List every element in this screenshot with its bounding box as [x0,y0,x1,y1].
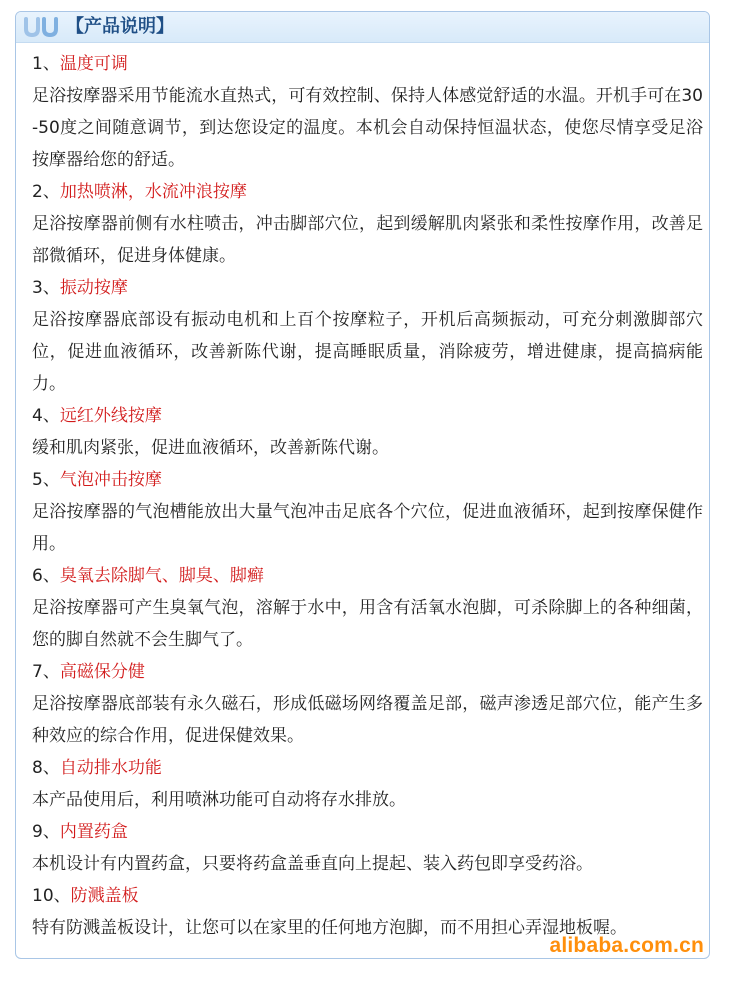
item-body: 足浴按摩器底部设有振动电机和上百个按摩粒子，开机后高频振动，可充分刺激脚部穴位，促进血液循环，改善新陈代谢，提高睡眠质量，消除疲劳，增进健康，提高搞病能力。 [32,310,703,394]
item-number: 7、 [32,662,60,682]
item-title: 高磁保分健 [59,662,145,682]
item-body: 本产品使用后，利用喷淋功能可自动将存水排放。 [32,790,406,810]
item-number: 2、 [32,182,60,202]
item-number: 3、 [32,278,60,298]
item-body: 足浴按摩器可产生臭氧气泡，溶解于水中，用含有活氧水泡脚，可杀除脚上的各种细菌，您的脚自然就不会生脚气了。 [32,598,703,650]
item-number: 10、 [32,886,71,906]
item-number: 5、 [32,470,60,490]
item-title: 气泡冲击按摩 [59,470,162,490]
item-heading [32,816,703,848]
item-number: 1、 [32,54,60,74]
item-number: 6、 [32,566,60,586]
item-body: 足浴按摩器采用节能流水直热式，可有效控制、保持人体感觉舒适的水温。开机手可在30-50度之间随意调节，到达您设定的温度。本机会自动保持恒温状态，使您尽情享受足浴按摩器给您的舒适。 [32,86,703,170]
item-heading [32,176,703,208]
item-body: 足浴按摩器底部装有永久磁石，形成低磁场网络覆盖足部，磁声渗透足部穴位，能产生多种效应的综合作用，促进保健效果。 [32,694,703,746]
item-body: 本机设计有内置药盒，只要将药盒盖垂直向上提起、装入药包即享受药浴。 [32,854,593,874]
item-body: 足浴按摩器前侧有水柱喷击，冲击脚部穴位，起到缓解肌肉紧张和柔性按摩作用，改善足部微循环，促进身体健康。 [32,214,703,266]
item-title: 自动排水功能 [59,758,162,778]
item-heading [32,272,703,304]
item-number: 4、 [32,406,60,426]
item-title: 加热喷淋，水流冲浪按摩 [59,182,247,202]
alibaba-watermark: alibaba.com.cn [549,934,704,957]
item-heading [32,656,703,688]
product-description-panel [15,11,710,959]
item-body: 缓和肌肉紧张，促进血液循环，改善新陈代谢。 [32,438,389,458]
item-heading [32,880,703,912]
panel-header [16,12,709,43]
double-u-logo-icon [22,16,70,38]
item-heading [32,560,703,592]
item-number: 8、 [32,758,60,778]
item-heading [32,400,703,432]
item-title: 温度可调 [59,54,128,74]
item-heading [32,48,703,80]
item-title: 臭氧去除脚气、脚臭、脚癣 [59,566,264,586]
panel-title: 【产品说明】 [66,16,174,37]
item-title: 内置药盒 [59,822,128,842]
item-title: 防溅盖板 [70,886,139,906]
item-heading [32,464,703,496]
item-body: 足浴按摩器的气泡槽能放出大量气泡冲击足底各个穴位，促进血液循环，起到按摩保健作用。 [32,502,703,554]
item-body: 特有防溅盖板设计，让您可以在家里的任何地方泡脚，而不用担心弄湿地板喔。 [32,918,627,938]
item-title: 振动按摩 [59,278,128,298]
item-title: 远红外线按摩 [59,406,162,426]
item-number: 9、 [32,822,60,842]
item-list [32,48,703,944]
item-heading [32,752,703,784]
